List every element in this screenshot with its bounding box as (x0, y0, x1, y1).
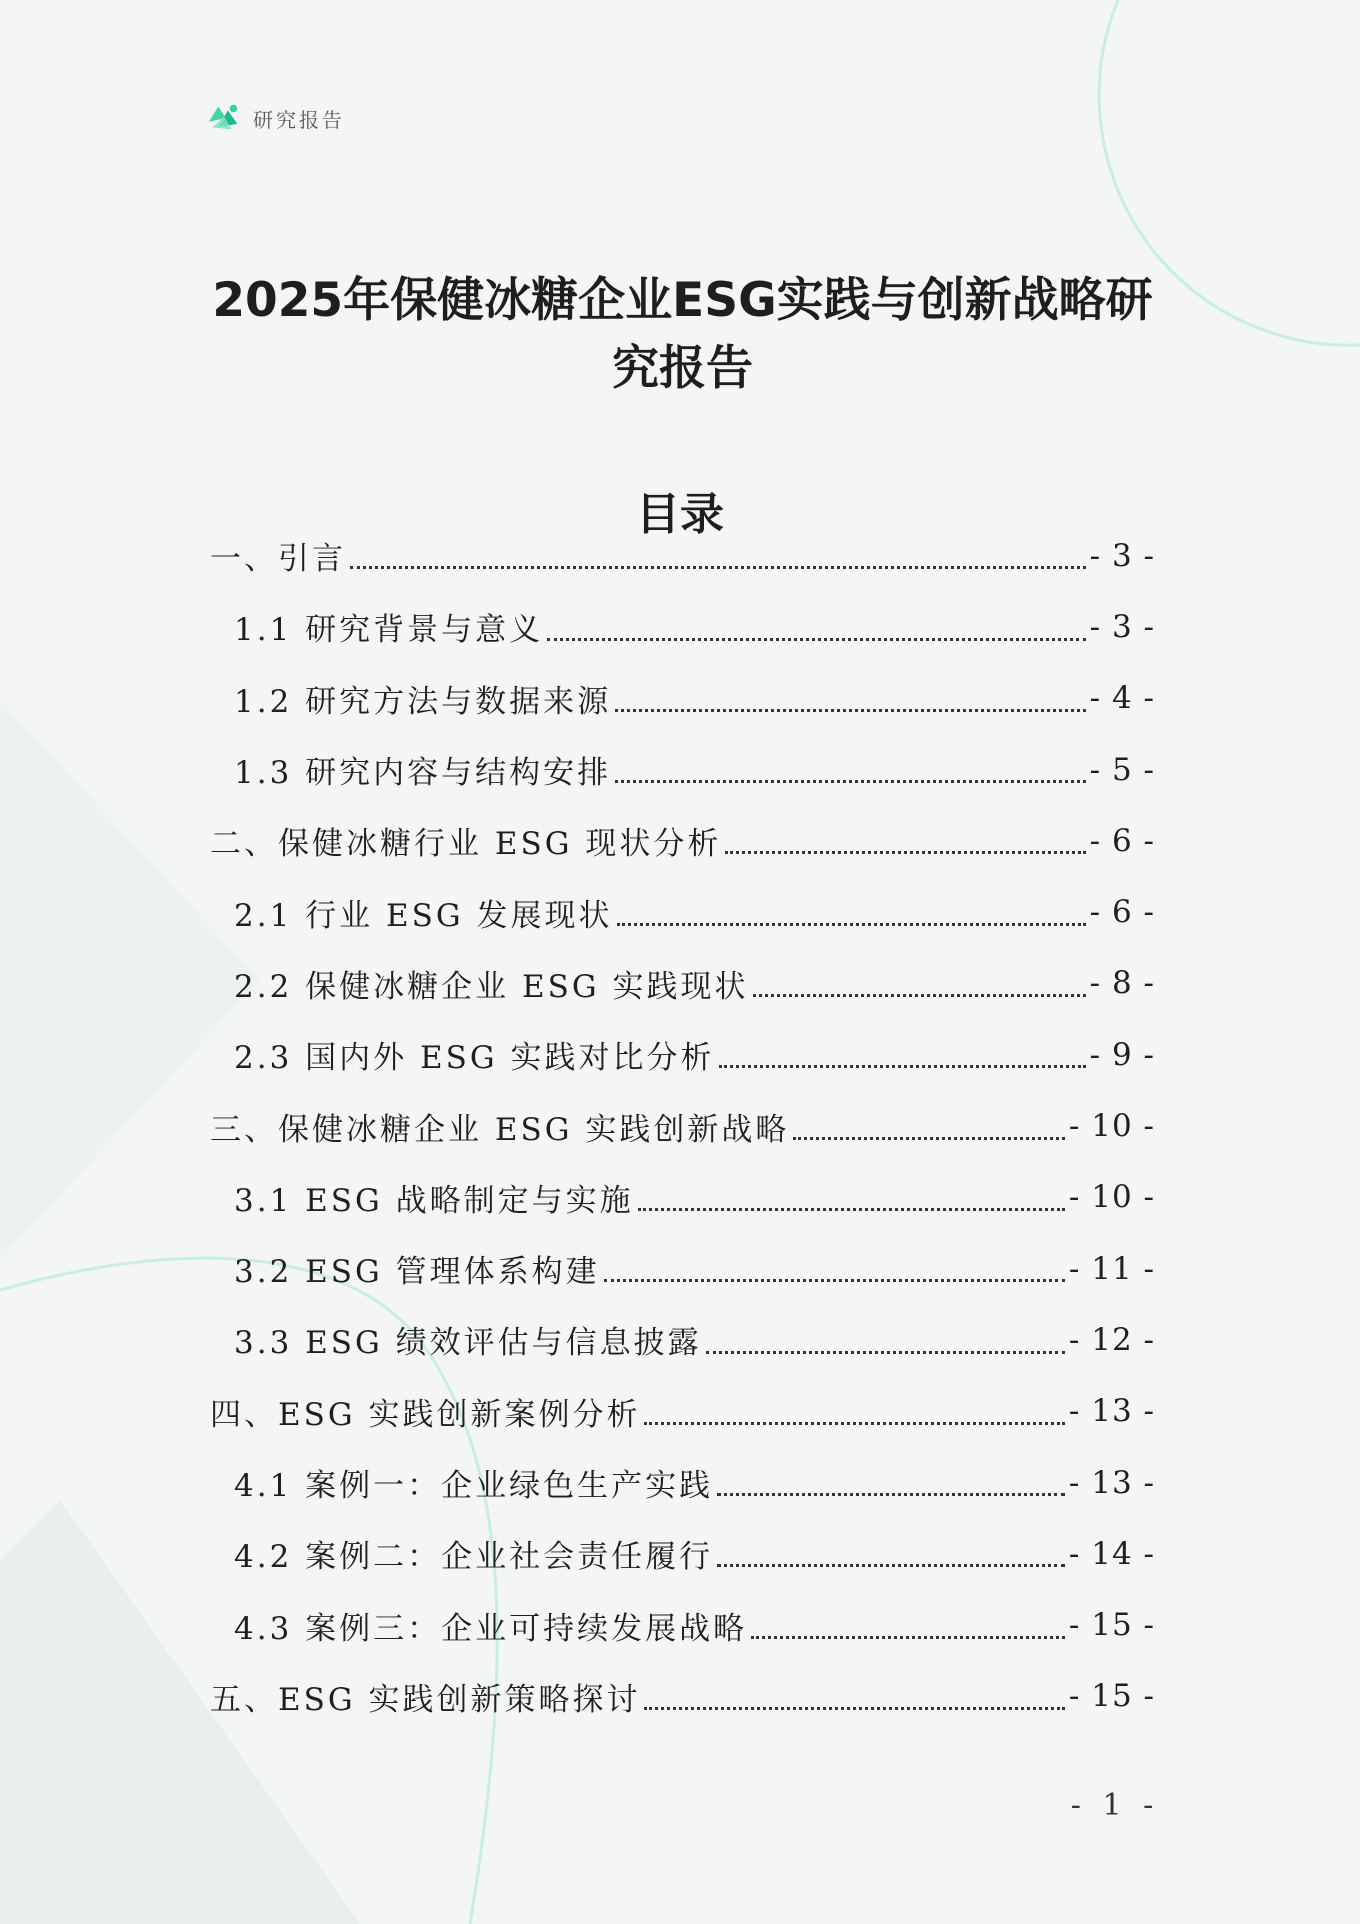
toc-entry-label: 4.1 案例一：企业绿色生产实践 (234, 1468, 714, 1504)
toc-entry[interactable] (210, 734, 1155, 805)
toc-entry-page: - 6 - (1089, 894, 1155, 931)
toc-entry-label: 3.3 ESG 绩效评估与信息披露 (234, 1325, 702, 1362)
toc-entry-label: 4.3 案例三：企业可持续发展战略 (234, 1610, 748, 1647)
dot-leader (615, 758, 1085, 783)
toc-entry-label: 1.3 研究内容与结构安排 (234, 755, 612, 792)
table-of-contents (210, 520, 1155, 1732)
toc-entry-label: 一、引言 (210, 541, 346, 578)
dot-leader (638, 1186, 1065, 1211)
dot-leader (719, 1043, 1086, 1068)
brand-label: 研究报告 (253, 107, 345, 132)
brand-logo-icon (205, 99, 243, 137)
toc-entry-label: 三、保健冰糖企业 ESG 实践创新战略 (210, 1111, 790, 1148)
toc-entry-page: - 3 - (1089, 608, 1155, 645)
brand-header (205, 98, 345, 138)
toc-entry-label: 3.1 ESG 战略制定与实施 (234, 1182, 634, 1219)
toc-entry[interactable] (210, 1518, 1155, 1589)
toc-entry-label: 1.1 研究背景与意义 (234, 612, 544, 649)
toc-entry[interactable] (210, 1233, 1155, 1304)
toc-entry-page: - 13 - (1068, 1464, 1155, 1501)
toc-entry-label: 3.2 ESG 管理体系构建 (234, 1254, 600, 1291)
toc-entry-label: 4.2 案例二：企业社会责任履行 (234, 1539, 714, 1576)
dot-leader (717, 1542, 1065, 1567)
dot-leader (725, 829, 1085, 854)
toc-entry-label: 2.3 国内外 ESG 实践对比分析 (234, 1040, 715, 1077)
toc-entry-page: - 5 - (1089, 751, 1155, 788)
page-number: - 1 - (1070, 1788, 1160, 1823)
toc-entry-page: - 12 - (1068, 1321, 1155, 1358)
toc-entry-page: - 11 - (1068, 1250, 1155, 1287)
dot-leader (644, 1685, 1064, 1710)
toc-entry-page: - 15 - (1068, 1678, 1155, 1715)
toc-entry-label: 二、保健冰糖行业 ESG 现状分析 (210, 826, 722, 863)
toc-entry-label: 2.1 行业 ESG 发展现状 (234, 897, 613, 934)
toc-entry[interactable] (210, 1090, 1155, 1161)
dot-leader (615, 687, 1085, 712)
toc-entry-page: - 10 - (1068, 1108, 1155, 1145)
toc-entry[interactable] (210, 1447, 1155, 1518)
dot-leader (350, 544, 1086, 569)
dot-leader (644, 1400, 1064, 1425)
toc-entry-label: 五、ESG 实践创新策略探讨 (210, 1681, 641, 1718)
dot-leader (617, 901, 1086, 926)
toc-entry[interactable] (210, 876, 1155, 947)
dot-leader (793, 1115, 1065, 1140)
toc-entry[interactable] (210, 805, 1155, 876)
toc-heading: 目录 (636, 488, 724, 540)
document-title: 2025年保健冰糖企业ESG实践与创新战略研究报告 (212, 273, 1153, 397)
toc-entry[interactable] (210, 1019, 1155, 1090)
toc-entry[interactable] (210, 663, 1155, 734)
toc-entry[interactable] (210, 591, 1155, 662)
dot-leader (604, 1257, 1065, 1282)
toc-entry-label: 2.2 保健冰糖企业 ESG 实践现状 (234, 968, 749, 1005)
toc-entry[interactable] (210, 520, 1155, 591)
toc-entry-page: - 13 - (1068, 1393, 1155, 1430)
toc-entry-page: - 6 - (1089, 822, 1155, 859)
toc-entry[interactable] (210, 1304, 1155, 1375)
toc-entry-page: - 10 - (1068, 1179, 1155, 1216)
toc-entry-page: - 15 - (1068, 1607, 1155, 1644)
toc-entry-label: 1.2 研究方法与数据来源 (234, 683, 612, 720)
toc-entry-page: - 8 - (1089, 965, 1155, 1002)
toc-entry[interactable] (210, 1162, 1155, 1233)
dot-leader (717, 1471, 1065, 1496)
toc-entry[interactable] (210, 1589, 1155, 1660)
dot-leader (706, 1329, 1065, 1354)
toc-entry-page: - 14 - (1068, 1535, 1155, 1572)
dot-leader (753, 972, 1086, 997)
toc-entry-page: - 4 - (1089, 680, 1155, 717)
toc-entry[interactable] (210, 1376, 1155, 1447)
toc-entry[interactable] (210, 948, 1155, 1019)
dot-leader (547, 616, 1085, 641)
toc-entry-label: 四、ESG 实践创新案例分析 (210, 1396, 641, 1433)
toc-entry[interactable] (210, 1661, 1155, 1732)
toc-entry-page: - 9 - (1089, 1036, 1155, 1073)
toc-entry-page: - 3 - (1089, 537, 1155, 574)
dot-leader (751, 1614, 1065, 1639)
